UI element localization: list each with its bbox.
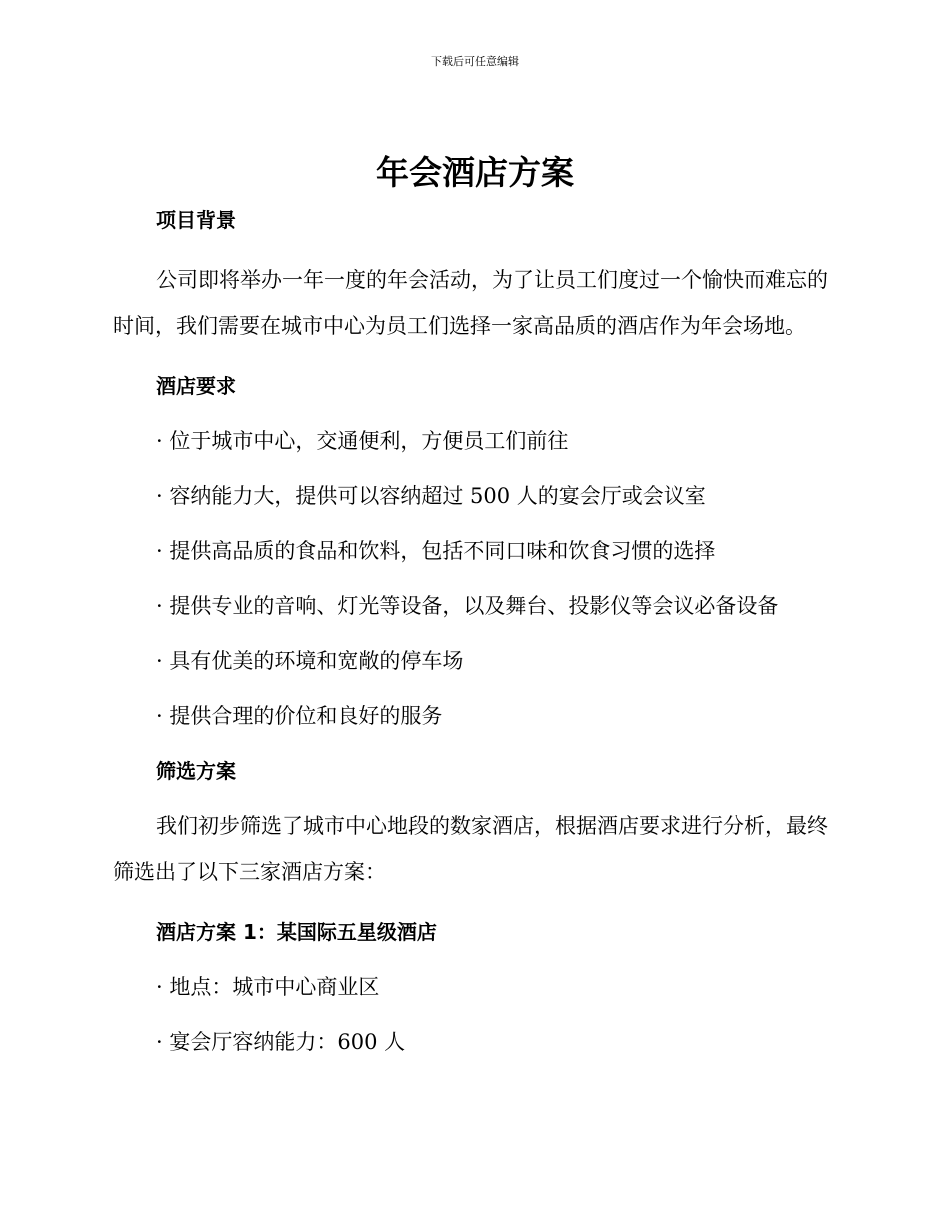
screening-paragraph: 我们初步筛选了城市中心地段的数家酒店，根据酒店要求进行分析，最终筛选出了以下三家酒店方案：: [113, 814, 828, 884]
requirement-item: · 提供高品质的食品和饮料，包括不同口味和饮食习惯的选择: [156, 539, 716, 563]
page-header-note: 下载后可任意编辑: [431, 55, 519, 68]
background-paragraph: 公司即将举办一年一度的年会活动，为了让员工们度过一个愉快而难忘的时间，我们需要在城市中心为员工们选择一家高品质的酒店作为年会场地。: [113, 268, 828, 338]
requirement-item: · 容纳能力大，提供可以容纳超过 500 人的宴会厅或会议室: [156, 484, 706, 508]
option-1-item: · 宴会厅容纳能力：600 人: [156, 1030, 406, 1054]
document-title: 年会酒店方案: [376, 153, 574, 192]
section-heading-option-1: 酒店方案 1：某国际五星级酒店: [156, 920, 437, 944]
requirement-item: · 提供合理的价位和良好的服务: [156, 704, 443, 728]
section-heading-background: 项目背景: [156, 208, 236, 232]
requirement-item: · 具有优美的环境和宽敞的停车场: [156, 649, 464, 673]
requirement-item: · 位于城市中心，交通便利，方便员工们前往: [156, 429, 569, 453]
section-heading-requirements: 酒店要求: [156, 374, 236, 398]
requirement-item: · 提供专业的音响、灯光等设备，以及舞台、投影仪等会议必备设备: [156, 594, 779, 618]
option-1-item: · 地点：城市中心商业区: [156, 975, 380, 999]
section-heading-screening: 筛选方案: [156, 759, 236, 783]
document-body: [113, 202, 833, 1060]
